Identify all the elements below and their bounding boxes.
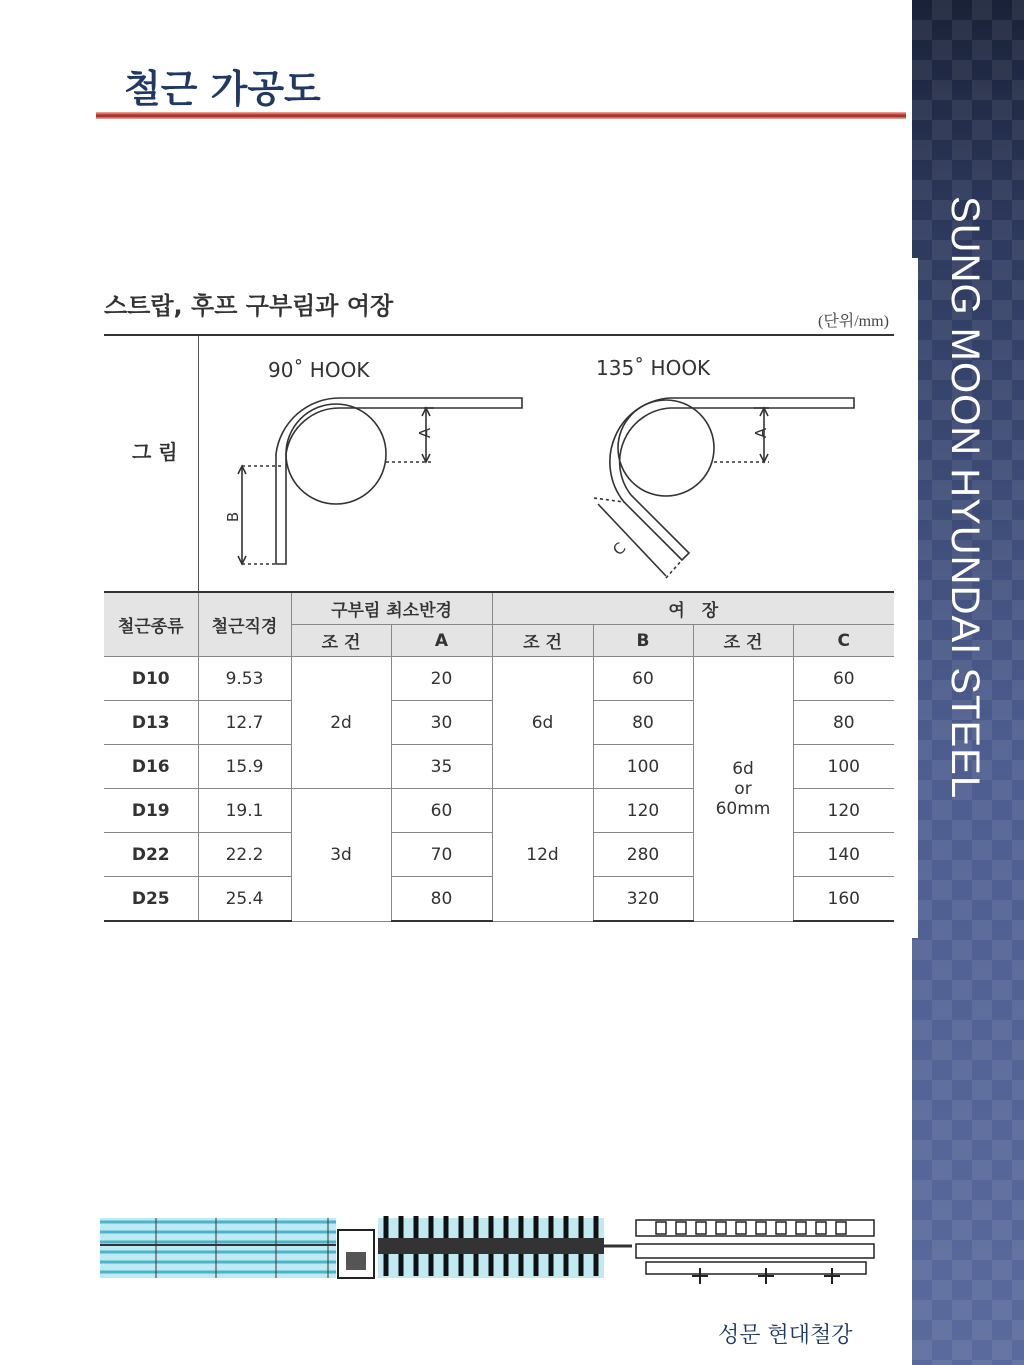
cell-type: D10 [104,657,198,701]
side-brand-text: SUNG MOON HYUNDAI STEEL [943,196,987,800]
cell-b: 60 [593,657,693,701]
cell-a: 20 [391,657,492,701]
cell-type: D13 [104,701,198,745]
hook-90-title: 90˚ HOOK [268,358,370,382]
diagram-label: 그 림 [132,440,178,464]
cell-c: 100 [793,745,894,789]
dim-a-label-90: A [416,427,435,439]
cell-c: 140 [793,833,894,877]
col-header-diameter: 철근직경 [198,592,291,657]
cell-c: 160 [793,877,894,922]
cell-diameter: 22.2 [198,833,291,877]
production-line-drawing [96,1212,896,1302]
cell-type: D22 [104,833,198,877]
cell-a: 80 [391,877,492,922]
cell-b: 320 [593,877,693,922]
cell-diameter: 19.1 [198,789,291,833]
hook-135-title: 135˚ HOOK [596,356,711,380]
cell-b: 280 [593,833,693,877]
sub-header-condition: 조 건 [291,625,391,657]
group-header-bend: 구부림 최소반경 [291,592,492,625]
cell-a: 35 [391,745,492,789]
sub-header-c: C [793,625,894,657]
figure-subtitle: 스트랍, 후프 구부림과 여장 [104,292,394,320]
cell-b-condition: 6d [492,657,593,789]
cell-a: 70 [391,833,492,877]
header-row-1 [104,592,894,625]
cell-bend-condition: 3d [291,789,391,922]
cell-type: D25 [104,877,198,922]
cell-diameter: 9.53 [198,657,291,701]
dim-b-label: B [224,511,243,523]
cell-type: D16 [104,745,198,789]
cell-b: 100 [593,745,693,789]
hook-drawings [104,336,894,594]
dim-c-label: C [609,538,630,560]
cell-a: 60 [391,789,492,833]
cell-b: 80 [593,701,693,745]
hook-diagram [104,334,894,594]
cell-b: 120 [593,789,693,833]
hook-90-drawing [238,398,522,564]
table-row [104,657,894,701]
page-title: 철근 가공도 [124,67,321,111]
cell-c-condition-line: 60mm [715,798,771,819]
sub-header-condition: 조 건 [492,625,593,657]
hook-135-drawing [594,398,854,578]
group-header-extension: 여 장 [492,592,894,625]
cell-bend-condition: 2d [291,657,391,789]
cell-c: 60 [793,657,894,701]
sub-header-condition: 조 건 [693,625,793,657]
bending-section [636,1220,874,1284]
cell-c: 120 [793,789,894,833]
cutting-section [378,1216,632,1278]
cell-c-condition-line: 6d [732,758,754,779]
cell-diameter: 12.7 [198,701,291,745]
cell-b-condition: 12d [492,789,593,922]
footer-company: 성문 현대철강 [718,1323,853,1348]
cell-diameter: 25.4 [198,877,291,922]
cell-c: 80 [793,701,894,745]
title-underline [96,112,906,119]
cell-c-condition-line: or [734,778,752,799]
cell-diameter: 15.9 [198,745,291,789]
cell-a: 30 [391,701,492,745]
sub-header-b: B [593,625,693,657]
rebar-spec-table [104,591,894,922]
cell-c-condition [693,657,793,922]
cell-type: D19 [104,789,198,833]
unit-label: (단위/mm) [818,313,889,330]
col-header-type: 철근종류 [104,592,198,657]
dim-a-label-135: A [752,427,771,439]
sub-header-a: A [391,625,492,657]
image-edge-strip [896,258,918,938]
conveyor-section [100,1218,374,1278]
